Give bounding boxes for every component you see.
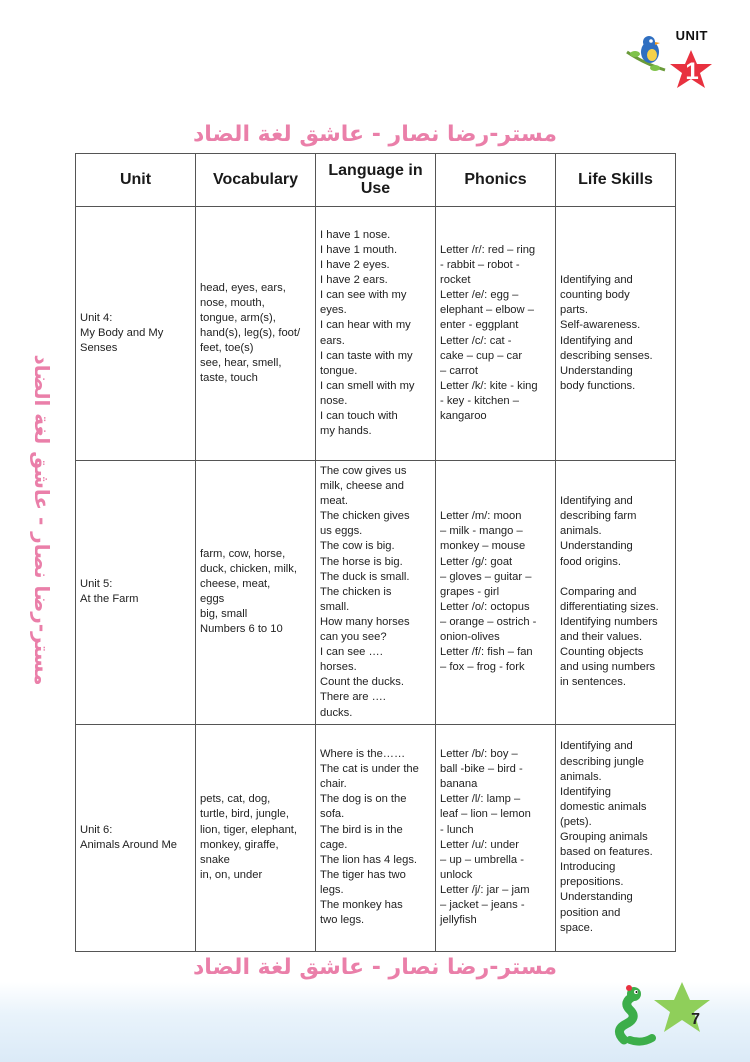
header-phonics: Phonics [436, 154, 556, 207]
cell-unit: Unit 4: My Body and My Senses [76, 207, 196, 461]
header-language-in-use: Language in Use [316, 154, 436, 207]
cell-phonics: Letter /r/: red – ring - rabbit – robot - rocket Letter /e/: egg – elephant – elbow – enter - eggplant Letter /c/: cat - cake – cup – car – carrot Letter /k/: kite - king - key - kitchen – kangaroo [436, 207, 556, 461]
header-unit: Unit [76, 154, 196, 207]
cell-language: I have 1 nose. I have 1 mouth. I have 2 eyes. I have 2 ears. I can see with my eyes. I can hear with my ears. I can taste with my tongue. I can smell with my nose. I can touch with my hands. [316, 207, 436, 461]
cell-language: Where is the…… The cat is under the chair. The dog is on the sofa. The bird is in the cage. The lion has 4 legs. The tiger has two legs. The monkey has two legs. [316, 724, 436, 951]
cell-unit: Unit 5: At the Farm [76, 461, 196, 725]
cell-phonics: Letter /b/: boy – ball -bike – bird - banana Letter /l/: lamp – leaf – lion – lemon - lunch Letter /u/: under – up – umbrella - unlock Letter /j/: jar – jam – jacket – jeans - jellyfish [436, 724, 556, 951]
cell-vocabulary: farm, cow, horse, duck, chicken, milk, cheese, meat, eggs big, small Numbers 6 to 10 [196, 461, 316, 725]
table-header-row [76, 154, 676, 207]
star-icon [654, 982, 710, 1032]
cell-life-skills: Identifying and counting body parts. Self-awareness. Identifying and describing senses. Understanding body functions. [556, 207, 676, 461]
cell-language: The cow gives us milk, cheese and meat. The chicken gives us eggs. The cow is big. The horse is big. The duck is small. The chicken is small. How many horses can you see? I can see …. horses. Count the ducks. There are …. ducks. [316, 461, 436, 725]
watermark-bottom: مستر-رضا نصار - عاشق لغة الضاد [192, 955, 558, 980]
unit-label: UNIT [675, 28, 708, 43]
unit-number: 1 [685, 58, 699, 85]
header-life-skills: Life Skills [556, 154, 676, 207]
header-vocabulary: Vocabulary [196, 154, 316, 207]
page-number: 7 [691, 1011, 700, 1028]
snake-mascot-icon [612, 980, 722, 1050]
table-row [76, 207, 676, 461]
watermark-side: مستر-رضا نصار - عاشق لغة الضاد [30, 354, 54, 686]
cell-life-skills: Identifying and describing farm animals. Understanding food origins. Comparing and differentiating sizes. Identifying numbers and their values. Counting objects and using numbers in sentences. [556, 461, 676, 725]
watermark-top: مستر-رضا نصار - عاشق لغة الضاد [192, 122, 558, 147]
syllabus-table [75, 153, 676, 952]
cell-unit: Unit 6: Animals Around Me [76, 724, 196, 951]
table-row [76, 724, 676, 951]
cell-phonics: Letter /m/: moon – milk - mango – monkey – mouse Letter /g/: goat – gloves – guitar – grapes - girl Letter /o/: octopus – orange – ostrich - onion-olives Letter /f/: fish – fan – fox – frog - fork [436, 461, 556, 725]
cell-life-skills: Identifying and describing jungle animals. Identifying domestic animals (pets). Grouping animals based on features. Introducing prepositions. Understanding position and space. [556, 724, 676, 951]
cell-vocabulary: pets, cat, dog, turtle, bird, jungle, lion, tiger, elephant, monkey, giraffe, snake in, on, under [196, 724, 316, 951]
cell-vocabulary: head, eyes, ears, nose, mouth, tongue, arm(s), hand(s), leg(s), foot/ feet, toe(s) see, hear, smell, taste, touch [196, 207, 316, 461]
unit-badge [625, 24, 720, 99]
table-row [76, 461, 676, 725]
